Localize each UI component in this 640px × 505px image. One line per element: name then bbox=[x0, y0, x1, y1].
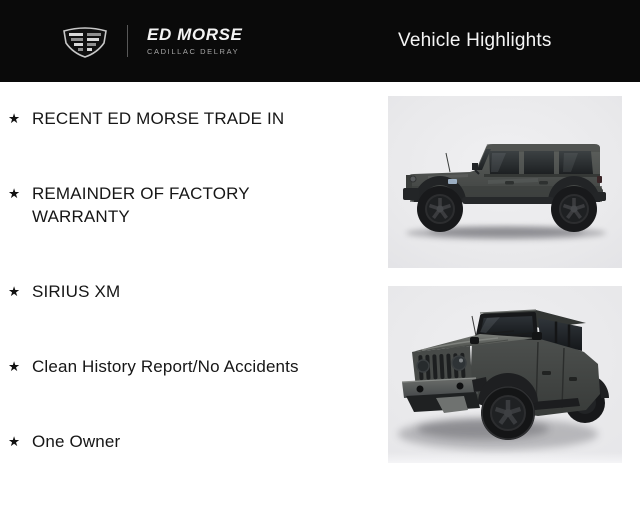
list-item-label: SIRIUS XM bbox=[32, 282, 121, 301]
vehicle-photo-front bbox=[388, 286, 622, 463]
vehicle-photo-side bbox=[388, 96, 622, 268]
list-item bbox=[8, 355, 348, 378]
cadillac-crest-icon bbox=[62, 24, 108, 58]
star-bullet-icon: ★ bbox=[8, 284, 21, 299]
dealer-subtitle: CADILLAC DELRAY bbox=[147, 47, 240, 56]
list-item-label: Clean History Report/No Accidents bbox=[32, 357, 299, 376]
jeep-front-illustration bbox=[388, 286, 622, 463]
jeep-side-illustration bbox=[388, 96, 622, 268]
header-bar bbox=[0, 0, 640, 82]
list-item-label: REMAINDER OF FACTORY WARRANTY bbox=[32, 184, 250, 226]
dealer-name: ED MORSE bbox=[147, 25, 243, 44]
list-item-label: RECENT ED MORSE TRADE IN bbox=[32, 109, 285, 128]
page-title: Vehicle Highlights bbox=[398, 30, 552, 51]
list-item-label: One Owner bbox=[32, 432, 121, 451]
star-bullet-icon: ★ bbox=[8, 359, 21, 374]
star-bullet-icon: ★ bbox=[8, 111, 21, 126]
brand-text bbox=[147, 26, 242, 56]
vehicle-photos bbox=[388, 96, 622, 463]
list-item bbox=[8, 107, 348, 130]
star-bullet-icon: ★ bbox=[8, 434, 21, 449]
highlights-list bbox=[8, 107, 348, 505]
brand-divider bbox=[127, 25, 128, 57]
list-item bbox=[8, 430, 348, 453]
list-item bbox=[8, 182, 348, 228]
list-item bbox=[8, 280, 348, 303]
star-bullet-icon: ★ bbox=[8, 186, 21, 201]
dealer-brand bbox=[62, 0, 242, 82]
